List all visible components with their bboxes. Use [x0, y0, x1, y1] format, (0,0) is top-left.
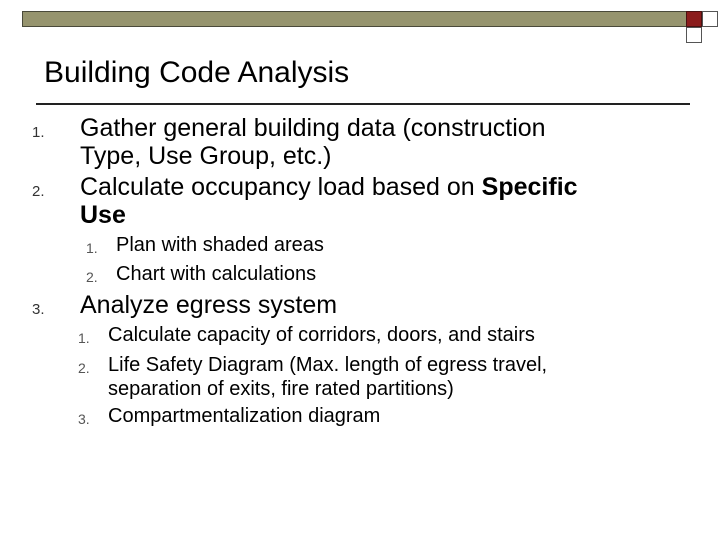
sub-list-number: 2. [86, 269, 98, 285]
list-number: 2. [32, 183, 45, 200]
list-item-text-plain: Calculate occupancy load based on [80, 173, 482, 201]
slide-title: Building Code Analysis [44, 56, 350, 89]
list-number: 3. [32, 301, 45, 318]
list-item [32, 173, 578, 229]
sub-list-number: 2. [78, 360, 90, 376]
sub-list-item [78, 353, 548, 401]
sub-list-item-text: Life Safety Diagram (Max. length of egress travel, separation of exits, fire rated partitions) [108, 354, 548, 400]
title-divider [36, 103, 690, 105]
sub-list-item [86, 233, 324, 257]
sub-list-item-text: Chart with calculations [116, 263, 317, 285]
list-item-text-bold: Specific Use [80, 173, 578, 229]
sub-list-item-text: Calculate capacity of corridors, doors, and stairs [108, 324, 535, 346]
list-item [32, 114, 546, 170]
list-item [32, 291, 338, 319]
sub-list-number: 1. [86, 240, 98, 256]
sub-list-item [78, 323, 535, 347]
decorative-white-square [702, 11, 718, 27]
decorative-white-square [686, 27, 702, 43]
sub-list-item-text: Plan with shaded areas [116, 234, 324, 256]
sub-list-item [86, 262, 317, 286]
decorative-top-bar [22, 11, 688, 27]
list-item-text: Gather general building data (construction Type, Use Group, etc.) [80, 114, 546, 170]
sub-list-item-text: Compartmentalization diagram [108, 405, 381, 427]
list-item-text: Analyze egress system [80, 291, 338, 319]
sub-list-number: 1. [78, 330, 90, 346]
decorative-red-square [686, 11, 702, 27]
list-item-text [80, 173, 578, 229]
sub-list-number: 3. [78, 411, 90, 427]
list-number: 1. [32, 124, 45, 141]
sub-list-item [78, 404, 381, 428]
